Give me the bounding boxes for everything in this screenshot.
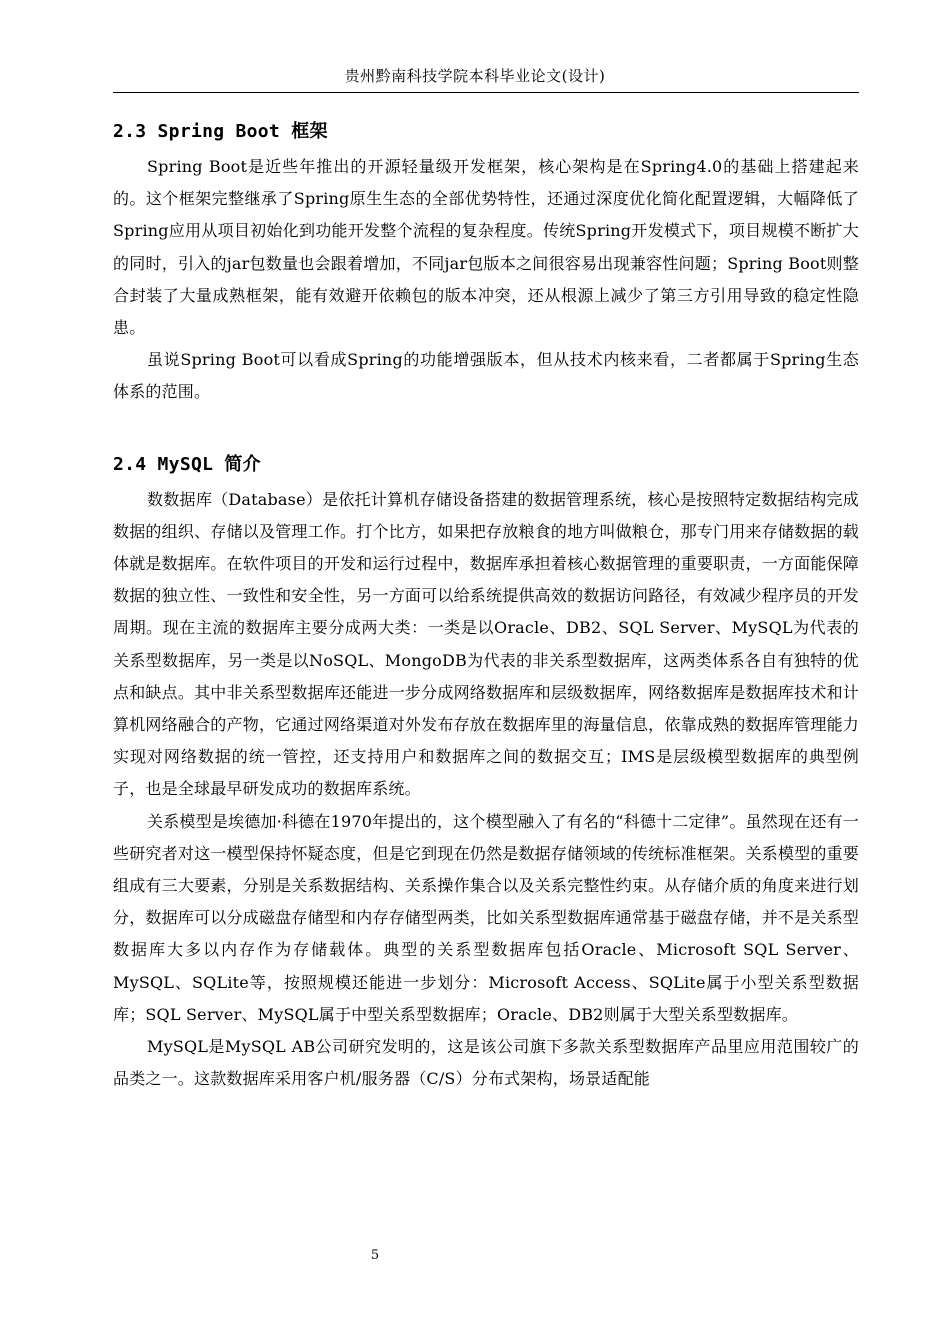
header-rule — [113, 92, 859, 93]
page-body — [113, 113, 859, 1095]
paragraph: 数数据库（Database）是依托计算机存储设备搭建的数据管理系统，核心是按照特定数据结构完成数据的组织、存储以及管理工作。打个比方，如果把存放粮食的地方叫做粮仓，那专门用来存储数据的载体就是数据库。在软件项目的开发和运行过程中，数据库承担着核心数据管理的重要职责，一方面能保障数据的独立性、一致性和安全性，另一方面可以给系统提供高效的数据访问路径，有效减少程序员的开发周期。现在主流的数据库主要分成两大类：一类是以Oracle、DB2、SQL Server、MySQL为代表的关系型数据库，另一类是以NoSQL、MongoDB为代表的非关系型数据库，这两类体系各自有独特的优点和缺点。其中非关系型数据库还能进一步分成网络数据库和层级数据库，网络数据库是数据库技术和计算机网络融合的产物，它通过网络渠道对外发布存放在数据库里的海量信息，依靠成熟的数据库管理能力实现对网络数据的统一管控，还支持用户和数据库之间的数据交互；IMS是层级模型数据库的典型例子，也是全球最早研发成功的数据库系统。 — [113, 489, 859, 799]
section-heading-2-3: 2.3 Spring Boot 框架 — [113, 121, 328, 142]
paragraph: MySQL是MySQL AB公司研究发明的，这是该公司旗下多款关系型数据库产品里应用范围较广的品类之一。这款数据库采用客户机/服务器（C/S）分布式架构，场景适配能 — [113, 1037, 859, 1089]
page-number: 5 — [370, 1248, 380, 1263]
page-header: 贵州黔南科技学院本科毕业论文(设计) — [344, 67, 606, 85]
section-heading-2-4: 2.4 MySQL 简介 — [113, 453, 261, 475]
paragraph: Spring Boot是近些年推出的开源轻量级开发框架，核心架构是在Spring4.0的基础上搭建起来的。这个框架完整继承了Spring原生生态的全部优势特性，还通过深度优化简化配置逻辑，大幅降低了Spring应用从项目初始化到功能开发整个流程的复杂程度。传统Spring开发模式下，项目规模不断扩大的同时，引入的jar包数量也会跟着增加，不同jar包版本之间很容易出现兼容性问题；Spring Boot则整合封装了大量成熟框架，能有效避开依赖包的版本冲突，还从根源上减少了第三方引用导致的稳定性隐患。 — [113, 157, 859, 338]
paragraph: 虽说Spring Boot可以看成Spring的功能增强版本，但从技术内核来看，二者都属于Spring生态体系的范围。 — [113, 350, 859, 402]
paragraph: 关系模型是埃德加·科德在1970年提出的，这个模型融入了有名的“科德十二定律”。虽然现在还有一些研究者对这一模型保持怀疑态度，但是它到现在仍然是数据存储领域的传统标准框架。关系模型的重要组成有三大要素，分别是关系数据结构、关系操作集合以及关系完整性约束。从存储介质的角度来进行划分，数据库可以分成磁盘存储型和内存存储型两类，比如关系型数据库通常基于磁盘存储，并不是关系型数据库大多以内存作为存储载体。典型的关系型数据库包括Oracle、Microsoft SQL Server、MySQL、SQLite等，按照规模还能进一步划分：Microsoft Access、SQLite属于小型关系型数据库；SQL Server、MySQL属于中型关系型数据库；Oracle、DB2则属于大型关系型数据库。 — [113, 811, 859, 1024]
